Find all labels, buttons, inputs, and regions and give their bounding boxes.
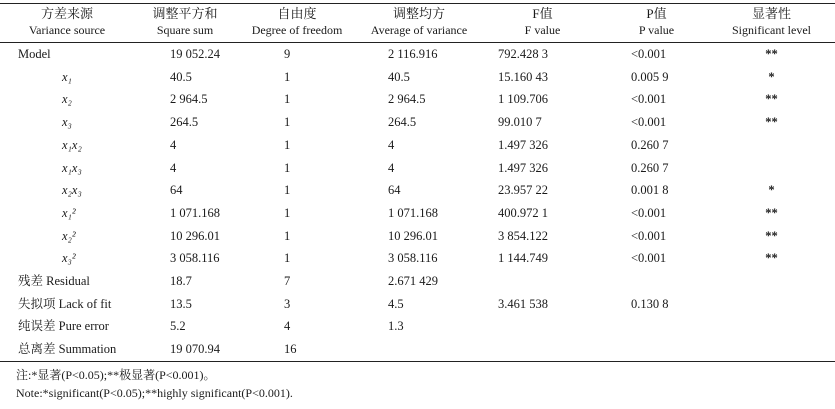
cell-p-value: 0.130 8 (631, 296, 669, 311)
cell-p-value: <0.001 (631, 47, 667, 61)
cell-df: 16 (284, 342, 297, 357)
header-cn: 调整均方 (392, 6, 445, 21)
cell-significance (708, 157, 835, 180)
header-en: Degree of freedom (251, 23, 343, 37)
header-variance-source (0, 4, 134, 43)
cell-p-value: <0.001 (631, 92, 667, 107)
cell-source: x₃ (62, 115, 72, 130)
cell-square-sum: 13.5 (170, 296, 192, 311)
cell-df: 9 (284, 47, 291, 61)
cell-source: x₁ (62, 69, 72, 84)
cell-f-value: 1.497 326 (498, 160, 548, 175)
cell-f-value (480, 315, 605, 338)
cell-mean-square (358, 338, 480, 361)
cell-f-value: 1.497 326 (498, 137, 548, 152)
header-cn: F值 (532, 6, 553, 21)
table-header (0, 4, 835, 43)
cell-p-value (605, 315, 708, 338)
cell-f-value: 3.461 538 (498, 296, 548, 311)
cell-source: 残差 Residual (18, 274, 90, 289)
cell-significance: * (768, 183, 775, 198)
cell-df: 1 (284, 160, 291, 175)
cell-f-value: 15.160 43 (498, 69, 548, 84)
cell-mean-square: 4.5 (388, 296, 404, 311)
cell-square-sum: 264.5 (170, 115, 199, 130)
cell-p-value: 0.260 7 (631, 137, 669, 152)
cell-source: x₃² (62, 251, 76, 266)
header-en: Variance source (28, 23, 106, 37)
cell-df: 3 (284, 296, 291, 311)
cell-df: 4 (284, 319, 291, 334)
table-row (0, 157, 835, 180)
anova-table (0, 3, 835, 362)
header-cn: 方差来源 (40, 6, 93, 21)
cell-df: 1 (284, 137, 291, 152)
cell-f-value: 99.010 7 (498, 115, 542, 130)
cell-square-sum: 64 (170, 183, 183, 198)
cell-f-value: 23.957 22 (498, 183, 548, 198)
header-en: F value (524, 23, 561, 37)
table-row (0, 202, 835, 225)
table-row (0, 43, 835, 66)
table-row (0, 293, 835, 316)
cell-significance: ** (765, 92, 778, 107)
table-row (0, 338, 835, 361)
cell-f-value: 792.428 3 (498, 47, 548, 61)
cell-significance (708, 134, 835, 157)
cell-source: x₁x₂ (62, 137, 82, 152)
cell-mean-square: 1 071.168 (388, 205, 438, 220)
cell-square-sum: 3 058.116 (170, 251, 220, 266)
note-cn: 注:*显著(P<0.05);**极显著(P<0.001)。 (16, 368, 216, 382)
cell-significance: ** (765, 47, 778, 61)
header-f-value (480, 4, 605, 43)
cell-f-value: 1 144.749 (498, 251, 548, 266)
cell-p-value: 0.005 9 (631, 69, 669, 84)
cell-square-sum: 19 070.94 (170, 342, 220, 357)
header-p-value (605, 4, 708, 43)
cell-df: 1 (284, 183, 291, 198)
cell-square-sum: 19 052.24 (170, 47, 220, 61)
cell-p-value: 0.001 8 (631, 183, 669, 198)
header-significant-level (708, 4, 835, 43)
cell-p-value (605, 338, 708, 361)
table-notes (16, 366, 293, 402)
cell-mean-square: 264.5 (388, 115, 417, 130)
cell-df: 1 (284, 92, 291, 107)
cell-square-sum: 1 071.168 (170, 205, 220, 220)
cell-square-sum: 4 (170, 137, 177, 152)
cell-square-sum: 4 (170, 160, 177, 175)
table-row (0, 111, 835, 134)
header-en: P value (638, 23, 675, 37)
header-en: Average of variance (370, 23, 468, 37)
cell-significance: ** (765, 228, 778, 243)
cell-mean-square: 2.671 429 (388, 274, 438, 289)
cell-mean-square: 10 296.01 (388, 228, 438, 243)
cell-significance (708, 338, 835, 361)
header-cn: 自由度 (277, 6, 317, 21)
header-en: Significant level (732, 23, 811, 37)
cell-df: 1 (284, 115, 291, 130)
cell-p-value: <0.001 (631, 115, 667, 130)
cell-df: 7 (284, 274, 291, 289)
cell-df: 1 (284, 205, 291, 220)
cell-mean-square: 3 058.116 (388, 251, 438, 266)
cell-df: 1 (284, 69, 291, 84)
header-cn: P值 (646, 6, 667, 21)
cell-mean-square: 4 (388, 137, 395, 152)
cell-mean-square: 2 116.916 (388, 47, 438, 61)
table-row (0, 315, 835, 338)
table-row (0, 66, 835, 89)
cell-mean-square: 4 (388, 160, 395, 175)
cell-f-value (480, 270, 605, 293)
cell-significance: ** (765, 251, 778, 266)
cell-source: x₂x₃ (62, 183, 82, 198)
table-body (0, 43, 835, 362)
cell-significance: ** (765, 115, 778, 130)
cell-source: x₁² (62, 205, 76, 220)
cell-p-value (605, 270, 708, 293)
header-cn: 调整平方和 (152, 6, 218, 21)
cell-square-sum: 18.7 (170, 274, 192, 289)
cell-mean-square: 2 964.5 (388, 92, 426, 107)
cell-p-value: <0.001 (631, 205, 667, 220)
cell-p-value: <0.001 (631, 251, 667, 266)
header-cn: 显著性 (751, 6, 791, 21)
header-square-sum (134, 4, 236, 43)
cell-square-sum: 40.5 (170, 69, 192, 84)
table-row (0, 270, 835, 293)
table-row (0, 247, 835, 270)
cell-significance: ** (765, 205, 778, 220)
cell-mean-square: 64 (388, 183, 401, 198)
cell-df: 1 (284, 228, 291, 243)
cell-source: 失拟项 Lack of fit (18, 296, 112, 311)
header-en: Square sum (156, 23, 214, 37)
cell-mean-square: 40.5 (388, 69, 410, 84)
cell-significance (708, 315, 835, 338)
cell-source: 纯误差 Pure error (18, 319, 109, 334)
cell-p-value: <0.001 (631, 228, 667, 243)
cell-f-value (480, 338, 605, 361)
header-row (0, 4, 835, 43)
table-row (0, 179, 835, 202)
cell-significance (708, 270, 835, 293)
cell-square-sum: 2 964.5 (170, 92, 208, 107)
cell-source: x₂² (62, 228, 76, 243)
table-row (0, 88, 835, 111)
header-average-of-variance (358, 4, 480, 43)
cell-mean-square: 1.3 (388, 319, 404, 334)
cell-significance: * (768, 69, 775, 84)
cell-square-sum: 10 296.01 (170, 228, 220, 243)
cell-source: x₂ (62, 92, 72, 107)
cell-significance (708, 293, 835, 316)
cell-source: 总离差 Summation (18, 342, 117, 357)
header-degree-of-freedom (236, 4, 358, 43)
cell-df: 1 (284, 251, 291, 266)
cell-f-value: 3 854.122 (498, 228, 548, 243)
table-row (0, 225, 835, 248)
table-row (0, 134, 835, 157)
cell-p-value: 0.260 7 (631, 160, 669, 175)
cell-f-value: 1 109.706 (498, 92, 548, 107)
cell-source: x₁x₃ (62, 160, 82, 175)
cell-square-sum: 5.2 (170, 319, 186, 334)
cell-f-value: 400.972 1 (498, 205, 548, 220)
cell-source: Model (18, 47, 51, 61)
note-en: Note:*significant(P<0.05);**highly significant(P<0.001). (16, 386, 293, 400)
